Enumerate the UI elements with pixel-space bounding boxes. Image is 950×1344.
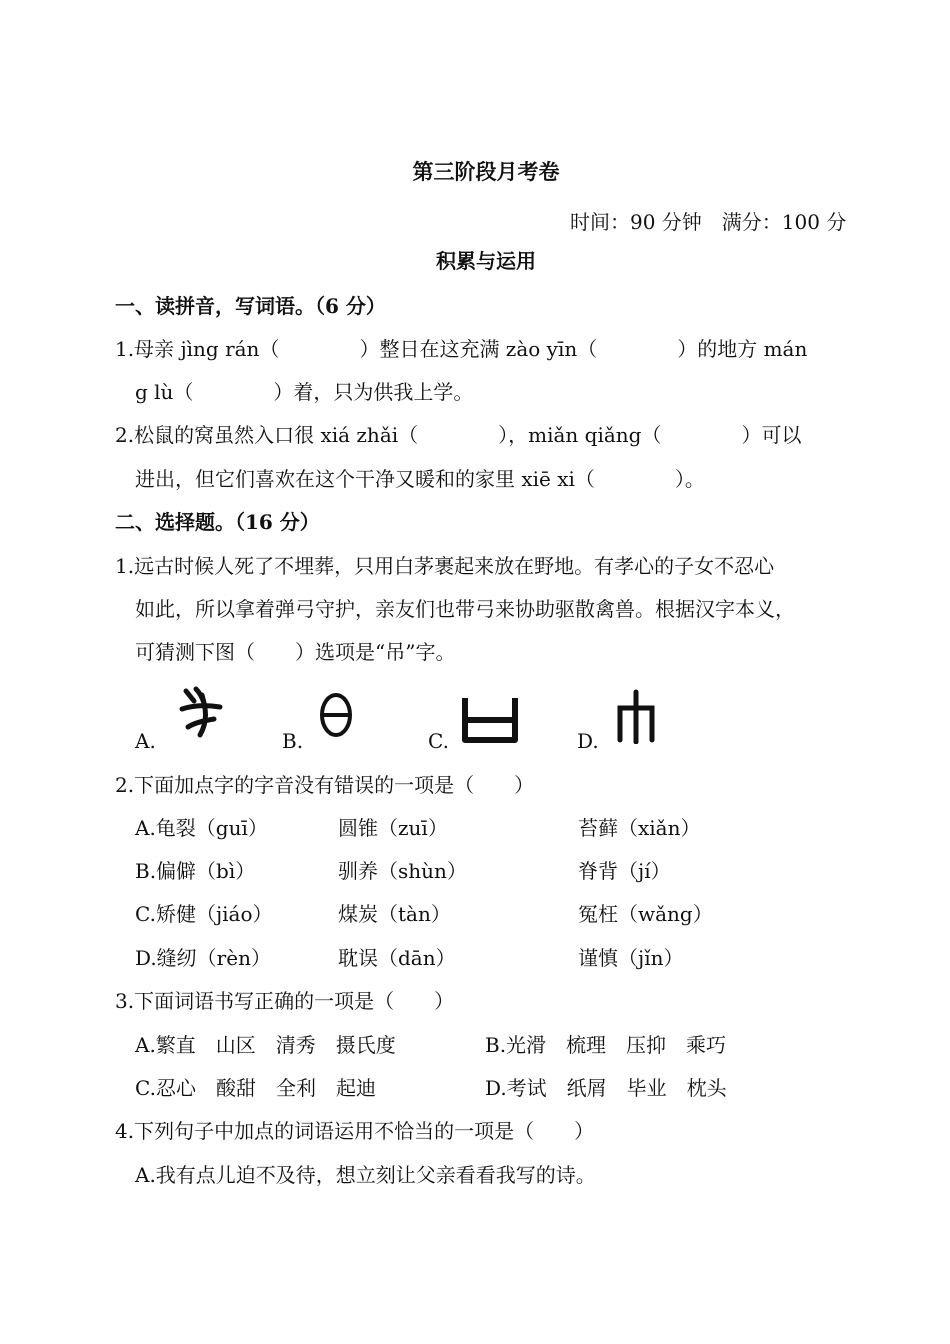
section-title: 积累与运用 — [436, 249, 536, 273]
part2-q1-line2: 如此，所以拿着弹弓守护，亲友们也带弓来协助驱散禽兽。根据汉字本义， — [135, 597, 795, 621]
part1-q1-line2: g lù（ ）着，只为供我上学。 — [135, 380, 474, 404]
q3-option-c: C.忍心 酸甜 全利 起迪 — [135, 1076, 376, 1100]
glyph-option-c-label: C. — [428, 729, 449, 753]
q2-row-a-col1: A.龟裂（guī） — [135, 816, 268, 840]
part2-q4-stem: 4.下列句子中加点的词语运用不恰当的一项是（ ） — [115, 1119, 595, 1143]
glyph-option-b-label: B. — [282, 729, 304, 753]
ancient-glyph-b-icon — [316, 690, 356, 740]
part2-heading: 二、选择题。（16 分） — [115, 510, 320, 534]
q2-row-c-col1: C.矫健（jiáo） — [135, 902, 273, 926]
q2-row-d-col1: D.缝纫（rèn） — [135, 946, 271, 970]
part2-q2-stem: 2.下面加点字的字音没有错误的一项是（ ） — [115, 773, 535, 797]
part1-q2-line1: 2.松鼠的窝虽然入口很 xiá zhǎi（ ），miǎn qiǎng（ ）可以 — [115, 423, 802, 447]
q3-option-a: A.繁直 山区 清秀 摄氏度 — [135, 1033, 396, 1057]
glyph-option-a-label: A. — [135, 729, 156, 753]
q2-row-c-col2: 煤炭（tàn） — [338, 902, 451, 926]
q2-row-b-col2: 驯养（shùn） — [338, 859, 467, 883]
part2-q3-stem: 3.下面词语书写正确的一项是（ ） — [115, 989, 455, 1013]
ancient-glyph-c-icon — [460, 694, 520, 746]
part1-heading: 一、读拼音，写词语。（6 分） — [115, 294, 386, 318]
exam-meta: 时间：90 分钟 满分：100 分 — [570, 210, 847, 234]
glyph-option-d-label: D. — [577, 729, 599, 753]
part2-q1-line3: 可猜测下图（ ）选项是“吊”字。 — [135, 640, 456, 664]
part1-q2-line2: 进出，但它们喜欢在这个干净又暖和的家里 xiē xi（ ）。 — [135, 467, 705, 491]
q2-row-a-col2: 圆锥（zuī） — [338, 816, 448, 840]
part1-q1-line1: 1.母亲 jìng rán（ ）整日在这充满 zào yīn（ ）的地方 mán — [115, 337, 808, 361]
q2-row-c-col3: 冤枉（wǎng） — [578, 902, 713, 926]
q4-option-a: A.我有点儿迫不及待，想立刻让父亲看看我写的诗。 — [135, 1163, 596, 1187]
q3-option-d: D.考试 纸屑 毕业 枕头 — [485, 1076, 727, 1100]
q2-row-d-col3: 谨慎（jǐn） — [578, 946, 684, 970]
ancient-glyph-a-icon — [172, 683, 232, 743]
page-title: 第三阶段月考卷 — [412, 159, 560, 184]
q2-row-b-col3: 脊背（jí） — [578, 859, 671, 883]
q2-row-a-col3: 苔藓（xiǎn） — [578, 816, 701, 840]
q2-row-b-col1: B.偏僻（bì） — [135, 859, 256, 883]
part2-q1-line1: 1.远古时候人死了不埋葬，只用白茅裹起来放在野地。有孝心的子女不忍心 — [115, 554, 775, 578]
ancient-glyph-d-icon — [614, 688, 658, 744]
q2-row-d-col2: 耽误（dān） — [338, 946, 456, 970]
q3-option-b: B.光滑 梳理 压抑 乘巧 — [485, 1033, 727, 1057]
